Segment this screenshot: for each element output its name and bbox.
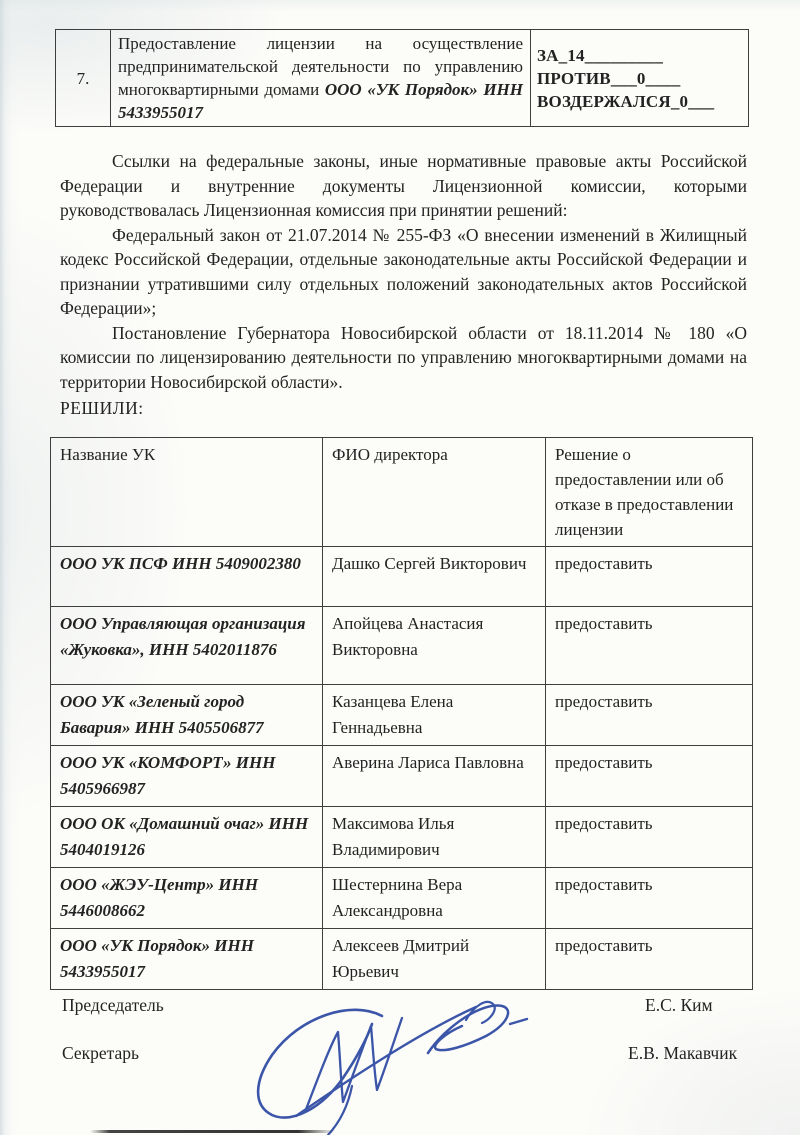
decision-cell: предоставить [546, 746, 753, 807]
table-row [51, 685, 753, 746]
agenda-vote-table [55, 29, 749, 127]
decision-table-header-row [51, 438, 753, 547]
signatory-name-chairman: Е.С. Ким [645, 995, 713, 1015]
company-cell: ООО «ЖЭУ-Центр» ИНН 5446008662 [51, 868, 323, 929]
signatory-role-secretary: Секретарь [62, 1043, 140, 1063]
company-cell: ООО УК «КОМФОРТ» ИНН 5405966987 [51, 746, 323, 807]
vote-abstained: ВОЗДЕРЖАЛСЯ_0___ [537, 91, 715, 111]
director-cell: Казанцева Елена Геннадьевна [323, 685, 546, 746]
director-cell: Шестернина Вера Александровна [323, 868, 546, 929]
paragraph-governor-decree: Постановление Губернатора Новосибирской области от 18.11.2014 № 180 «О комиссии по лицензированию деятельности по управлению многоквартирными домами на территории Новосибирской области». [60, 322, 747, 392]
company-cell: ООО «УК Порядок» ИНН 5433955017 [51, 929, 323, 990]
company-cell: ООО УК «Зеленый город Бавария» ИНН 5405506877 [51, 685, 323, 746]
table-row [51, 929, 753, 990]
scan-edge-artifact [90, 1130, 335, 1133]
paragraph-references-intro: Ссылки на федеральные законы, иные нормативные правовые акты Российской Федерации и внутренние документы Лицензионной комиссии, которыми руководствовалась Лицензионная комиссия при принятии решений: [60, 151, 747, 220]
decision-table [50, 437, 753, 990]
decision-cell: предоставить [546, 929, 753, 990]
header-decision: Решение о предоставлении или об отказе в предоставлении лицензии [546, 438, 753, 547]
resolution-heading: РЕШИЛИ: [60, 398, 144, 418]
table-row [51, 868, 753, 929]
director-cell: Максимова Илья Владимирович [323, 807, 546, 868]
company-cell: ООО Управляющая организация «Жуковка», ИНН 5402011876 [51, 607, 323, 685]
company-cell: ООО ОК «Домашний очаг» ИНН 5404019126 [51, 807, 323, 868]
director-cell: Дашко Сергей Викторович [323, 547, 546, 607]
decision-cell: предоставить [546, 868, 753, 929]
director-cell: Апойцева Анастасия Викторовна [323, 607, 546, 685]
director-cell: Аверина Лариса Павловна [323, 746, 546, 807]
table-row [51, 807, 753, 868]
table-row [51, 547, 753, 607]
agenda-item-number: 7. [56, 30, 111, 127]
table-row [51, 607, 753, 685]
legal-references-block [60, 149, 747, 394]
decision-cell: предоставить [546, 607, 753, 685]
director-cell: Алексеев Дмитрий Юрьевич [323, 929, 546, 990]
vote-results-cell [531, 30, 749, 127]
decision-cell: предоставить [546, 547, 753, 607]
signatory-name-secretary: Е.В. Макавчик [628, 1043, 738, 1063]
agenda-row [56, 30, 749, 127]
vote-against: ПРОТИВ___0____ [537, 68, 681, 88]
paragraph-federal-law: Федеральный закон от 21.07.2014 № 255-ФЗ «О внесении изменений в Жилищный кодекс Российской Федерации, отдельные законодательные акты Российской Федерации и признании утратившими силу отдельных положений законодательных актов Российской Федерации»; [60, 224, 747, 318]
signatory-role-chairman: Председатель [62, 995, 164, 1015]
agenda-item-text [111, 30, 531, 127]
agenda-text-company: ООО «УК Порядок» ИНН 5433955017 [118, 80, 523, 122]
agenda-text-regular: Предоставление лицензии на осуществление предпринимательской деятельности по управлению многоквартирными домами [118, 34, 523, 99]
vote-for: ЗА_14_________ [537, 45, 664, 65]
company-cell: ООО УК ПСФ ИНН 5409002380 [51, 547, 323, 607]
decision-cell: предоставить [546, 685, 753, 746]
decision-cell: предоставить [546, 807, 753, 868]
table-row [51, 746, 753, 807]
header-director-name: ФИО директора [323, 438, 546, 547]
header-company-name: Название УК [51, 438, 323, 547]
